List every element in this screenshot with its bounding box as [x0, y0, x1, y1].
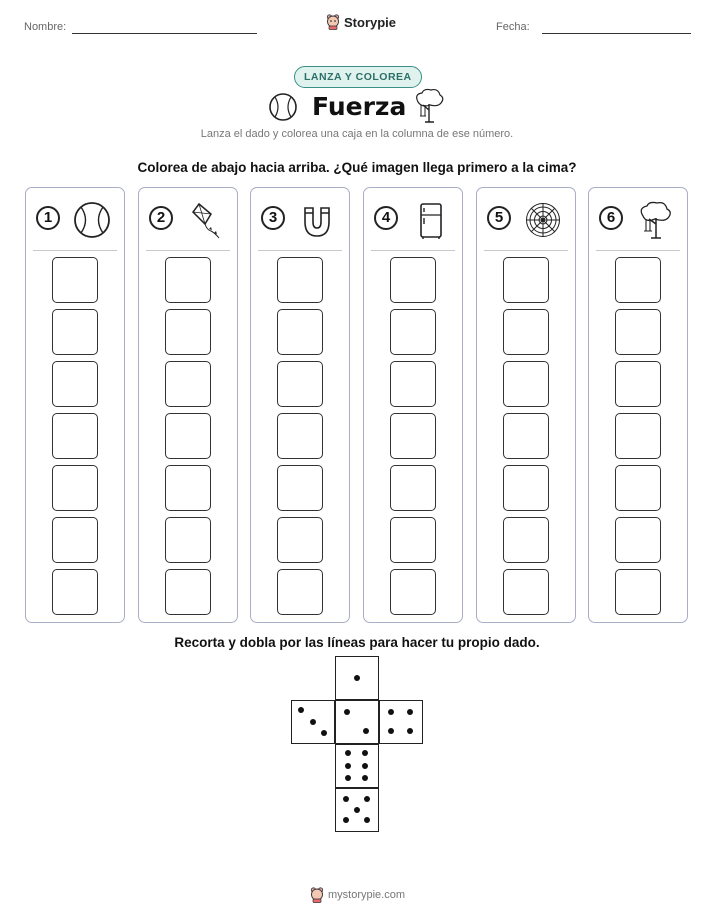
color-box[interactable]: [615, 517, 661, 563]
baseball-icon: [268, 92, 298, 122]
color-box[interactable]: [165, 257, 211, 303]
name-field[interactable]: [72, 33, 257, 34]
color-box[interactable]: [390, 517, 436, 563]
color-box[interactable]: [165, 413, 211, 459]
die-face-6: [335, 744, 379, 788]
color-box[interactable]: [390, 309, 436, 355]
color-box[interactable]: [503, 465, 549, 511]
column-divider: [596, 250, 680, 251]
color-box[interactable]: [277, 569, 323, 615]
color-box[interactable]: [615, 569, 661, 615]
color-box[interactable]: [277, 361, 323, 407]
color-box[interactable]: [503, 413, 549, 459]
brand-logo: [326, 14, 396, 30]
baseball-icon: [72, 200, 112, 240]
color-box[interactable]: [503, 309, 549, 355]
color-box[interactable]: [615, 361, 661, 407]
column-divider: [146, 250, 230, 251]
die-pip: [343, 796, 349, 802]
color-box[interactable]: [615, 465, 661, 511]
column-2: [138, 187, 238, 623]
column-header: [599, 200, 679, 240]
column-number: 5: [487, 206, 511, 230]
color-box[interactable]: [165, 465, 211, 511]
color-box[interactable]: [52, 465, 98, 511]
column-1: [25, 187, 125, 623]
color-box[interactable]: [52, 309, 98, 355]
die-pip: [345, 750, 351, 756]
die-pip: [345, 763, 351, 769]
die-pip: [310, 719, 316, 725]
refrigerator-icon: [410, 200, 450, 240]
instruction: Colorea de abajo hacia arriba. ¿Qué imagen llega primero a la cima?: [137, 160, 577, 175]
column-header: [261, 200, 341, 240]
color-box[interactable]: [52, 517, 98, 563]
kite-icon: [185, 200, 225, 240]
column-3: [250, 187, 350, 623]
color-box[interactable]: [277, 257, 323, 303]
activity-badge: LANZA Y COLOREA: [294, 66, 422, 88]
storypie-mascot-icon: [310, 887, 324, 903]
die-pip: [363, 728, 369, 734]
die-pip: [344, 709, 350, 715]
column-number: 2: [149, 206, 173, 230]
die-pip: [364, 796, 370, 802]
color-box[interactable]: [390, 361, 436, 407]
color-box[interactable]: [390, 465, 436, 511]
die-pip: [321, 730, 327, 736]
die-pip: [362, 763, 368, 769]
die-pip: [362, 775, 368, 781]
tree-swing-icon: [412, 88, 446, 124]
subtitle: Lanza el dado y colorea una caja en la columna de ese número.: [200, 128, 514, 140]
magnet-icon: [297, 200, 337, 240]
die-pip: [354, 675, 360, 681]
die-pip: [407, 709, 413, 715]
color-box[interactable]: [390, 413, 436, 459]
color-box[interactable]: [277, 413, 323, 459]
die-pip: [407, 728, 413, 734]
color-box[interactable]: [52, 413, 98, 459]
column-5: [476, 187, 576, 623]
die-pip: [345, 775, 351, 781]
color-box[interactable]: [615, 413, 661, 459]
column-divider: [371, 250, 455, 251]
storypie-mascot-icon: [326, 14, 340, 30]
color-box[interactable]: [503, 361, 549, 407]
color-box[interactable]: [503, 517, 549, 563]
die-pip: [362, 750, 368, 756]
cut-instruction: Recorta y dobla por las líneas para hacer tu propio dado.: [174, 635, 540, 650]
column-number: 3: [261, 206, 285, 230]
die-pip: [388, 709, 394, 715]
column-number: 6: [599, 206, 623, 230]
color-box[interactable]: [503, 569, 549, 615]
footer-url[interactable]: mystorypie.com: [328, 889, 406, 901]
column-header: [149, 200, 229, 240]
page-title: Fuerza: [312, 92, 407, 121]
color-box[interactable]: [615, 257, 661, 303]
tree-swing-icon: [635, 200, 675, 240]
column-4: [363, 187, 463, 623]
die-pip: [298, 707, 304, 713]
color-box[interactable]: [277, 517, 323, 563]
die-face-1: [335, 656, 379, 700]
die-face-4: [379, 700, 423, 744]
spiderweb-icon: [523, 200, 563, 240]
column-divider: [484, 250, 568, 251]
name-label: Nombre:: [24, 21, 67, 33]
color-box[interactable]: [165, 569, 211, 615]
color-box[interactable]: [615, 309, 661, 355]
date-label: Fecha:: [496, 21, 530, 33]
color-box[interactable]: [165, 517, 211, 563]
color-box[interactable]: [503, 257, 549, 303]
color-box[interactable]: [390, 257, 436, 303]
color-box[interactable]: [165, 309, 211, 355]
brand-name: Storypie: [344, 14, 397, 30]
die-pip: [364, 817, 370, 823]
die-pip: [343, 817, 349, 823]
die-face-5: [335, 788, 379, 832]
color-box[interactable]: [52, 257, 98, 303]
color-box[interactable]: [390, 569, 436, 615]
column-6: [588, 187, 688, 623]
column-header: [36, 200, 116, 240]
color-box[interactable]: [277, 465, 323, 511]
die-pip: [388, 728, 394, 734]
column-header: [487, 200, 567, 240]
column-number: 1: [36, 206, 60, 230]
color-box[interactable]: [52, 569, 98, 615]
column-divider: [33, 250, 117, 251]
column-divider: [258, 250, 342, 251]
die-pip: [354, 807, 360, 813]
column-number: 4: [374, 206, 398, 230]
die-face-2: [335, 700, 379, 744]
color-box[interactable]: [277, 309, 323, 355]
footer: [310, 887, 405, 903]
date-field[interactable]: [542, 33, 691, 34]
die-face-3: [291, 700, 335, 744]
color-box[interactable]: [52, 361, 98, 407]
color-box[interactable]: [165, 361, 211, 407]
column-header: [374, 200, 454, 240]
